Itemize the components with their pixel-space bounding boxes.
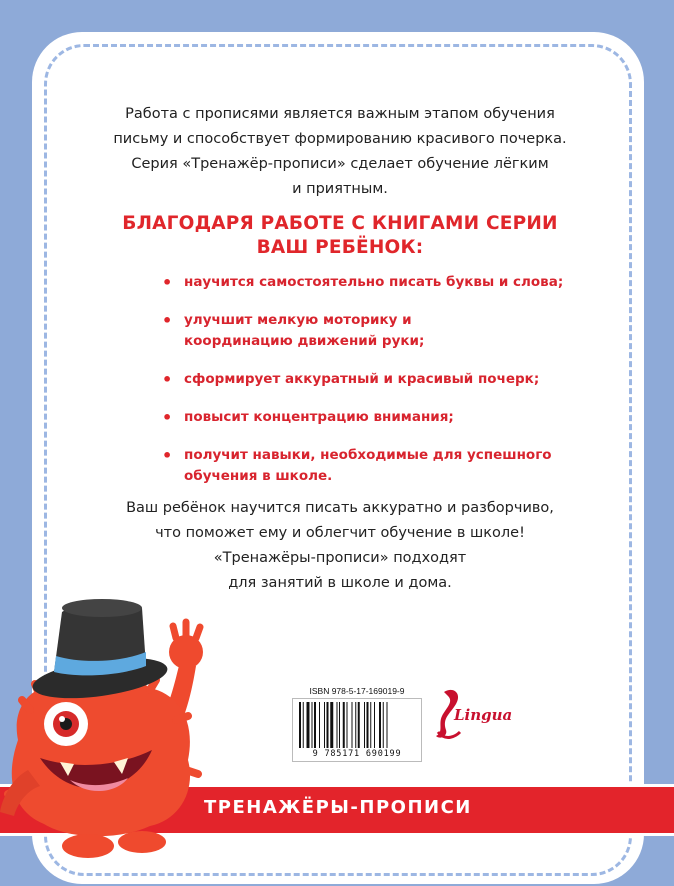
barcode-box bbox=[292, 698, 422, 762]
bullet-icon: • bbox=[162, 446, 173, 465]
intro-line: и приятным. bbox=[292, 181, 388, 197]
benefit-text: сформирует аккуратный и красивый почерк; bbox=[184, 371, 540, 387]
intro-line: Работа с прописями является важным этапом обучения bbox=[125, 106, 555, 122]
outro-line: что поможет ему и облегчит обучение в школе! bbox=[155, 525, 525, 541]
list-item bbox=[158, 272, 578, 293]
bullet-icon: • bbox=[162, 408, 173, 427]
bullet-icon: • bbox=[162, 273, 173, 292]
publisher-name: Lingua bbox=[454, 706, 513, 724]
isbn-label: ISBN 978-5-17-169019-9 bbox=[309, 686, 405, 696]
red-monster-top-hat-icon bbox=[0, 590, 230, 886]
benefit-text: научится самостоятельно писать буквы и слова; bbox=[184, 274, 564, 290]
headline-line: ВАШ РЕБЁНОК: bbox=[256, 237, 424, 258]
benefit-text: повысит концентрацию внимания; bbox=[184, 409, 454, 425]
outro-line: Ваш ребёнок научится писать аккуратно и разборчиво, bbox=[126, 500, 554, 516]
benefits-list bbox=[158, 272, 578, 504]
isbn-barcode bbox=[292, 686, 422, 762]
intro-line: Серия «Тренажёр-прописи» сделает обучение лёгким bbox=[131, 156, 549, 172]
list-item bbox=[158, 369, 578, 390]
outro-line: для занятий в школе и дома. bbox=[228, 575, 452, 591]
benefit-text: улучшит мелкую моторику и координацию движений руки; bbox=[184, 312, 425, 349]
headline-line: БЛАГОДАРЯ РАБОТЕ С КНИГАМИ СЕРИИ bbox=[122, 213, 558, 234]
bullet-icon: • bbox=[162, 370, 173, 389]
list-item bbox=[158, 310, 514, 352]
barcode-digits: 9 785171 690199 bbox=[312, 749, 402, 759]
benefits-headline bbox=[90, 212, 590, 260]
list-item bbox=[158, 445, 554, 487]
intro-text bbox=[90, 102, 590, 202]
intro-line: письму и способствует формированию красивого почерка. bbox=[113, 131, 567, 147]
bullet-icon: • bbox=[162, 311, 173, 330]
series-title: ТРЕНАЖЁРЫ-ПРОПИСИ bbox=[204, 797, 472, 818]
benefit-text: получит навыки, необходимые для успешного обучения в школе. bbox=[184, 447, 552, 484]
barcode-icon bbox=[297, 702, 417, 748]
outro-line: «Тренажёры-прописи» подходят bbox=[213, 550, 467, 566]
list-item bbox=[158, 407, 578, 428]
outro-text bbox=[100, 496, 580, 596]
